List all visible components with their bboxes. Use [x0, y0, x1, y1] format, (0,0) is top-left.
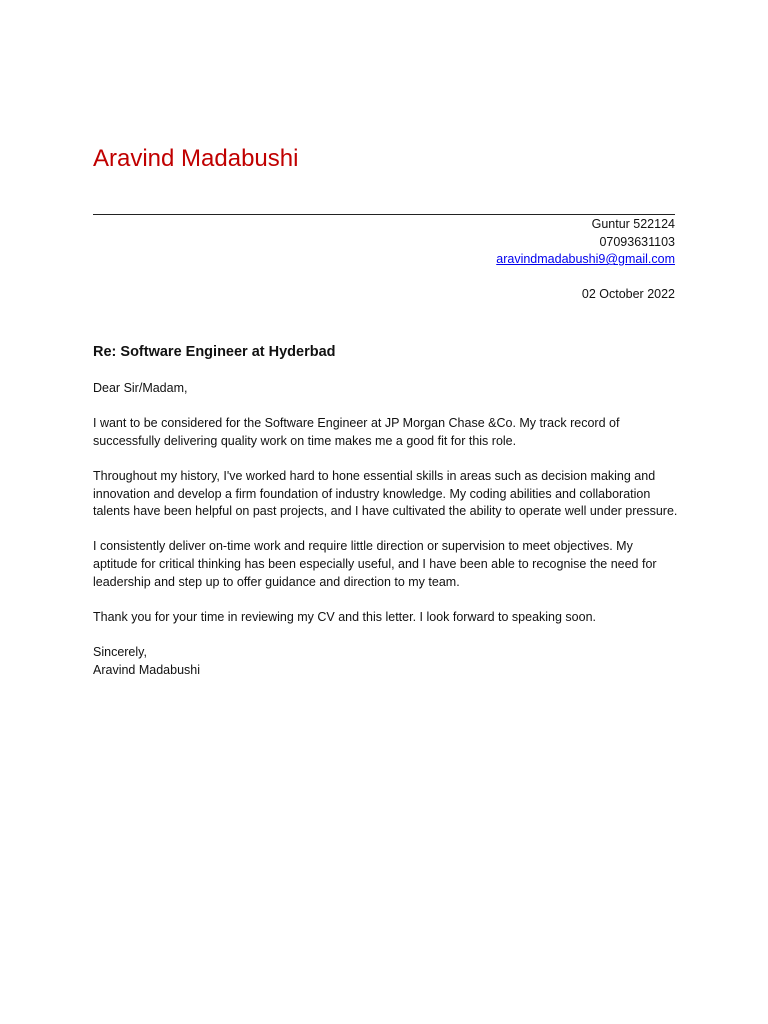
subject-line: Re: Software Engineer at Hyderbad — [93, 344, 336, 360]
contact-block — [275, 216, 675, 269]
paragraph-1: I want to be considered for the Software Engineer at JP Morgan Chase &Co. My track record of successfully delivering quality work on time makes me a good fit for this role. — [93, 416, 620, 448]
sender-name: Aravind Madabushi — [93, 145, 299, 172]
letter-date: 02 October 2022 — [581, 287, 675, 301]
paragraph-4: Thank you for your time in reviewing my CV and this letter. I look forward to speaking soon. — [93, 609, 597, 624]
signature: Aravind Madabushi — [93, 662, 201, 677]
address: Guntur 522124 — [591, 217, 675, 231]
email-link[interactable]: aravindmadabushi9@gmail.com — [496, 252, 675, 267]
closing: Sincerely, — [93, 644, 147, 659]
paragraph-2: Throughout my history, I've worked hard to hone essential skills in areas such as decision making and innovation and develop a firm foundation of industry knowledge. My coding abilities and collaboration talents have been helpful on past projects, and I have cultivated the ability to operate well under pressure. — [93, 468, 678, 519]
letter-body — [93, 380, 678, 679]
header-divider — [93, 214, 675, 215]
paragraph-3: I consistently deliver on-time work and require little direction or supervision to meet objectives. My aptitude for critical thinking has been especially useful, and I have been able to recognise the need for leadership and step up to offer guidance and direction to my team. — [93, 539, 657, 589]
phone: 07093631103 — [599, 234, 675, 249]
salutation: Dear Sir/Madam, — [93, 381, 188, 395]
